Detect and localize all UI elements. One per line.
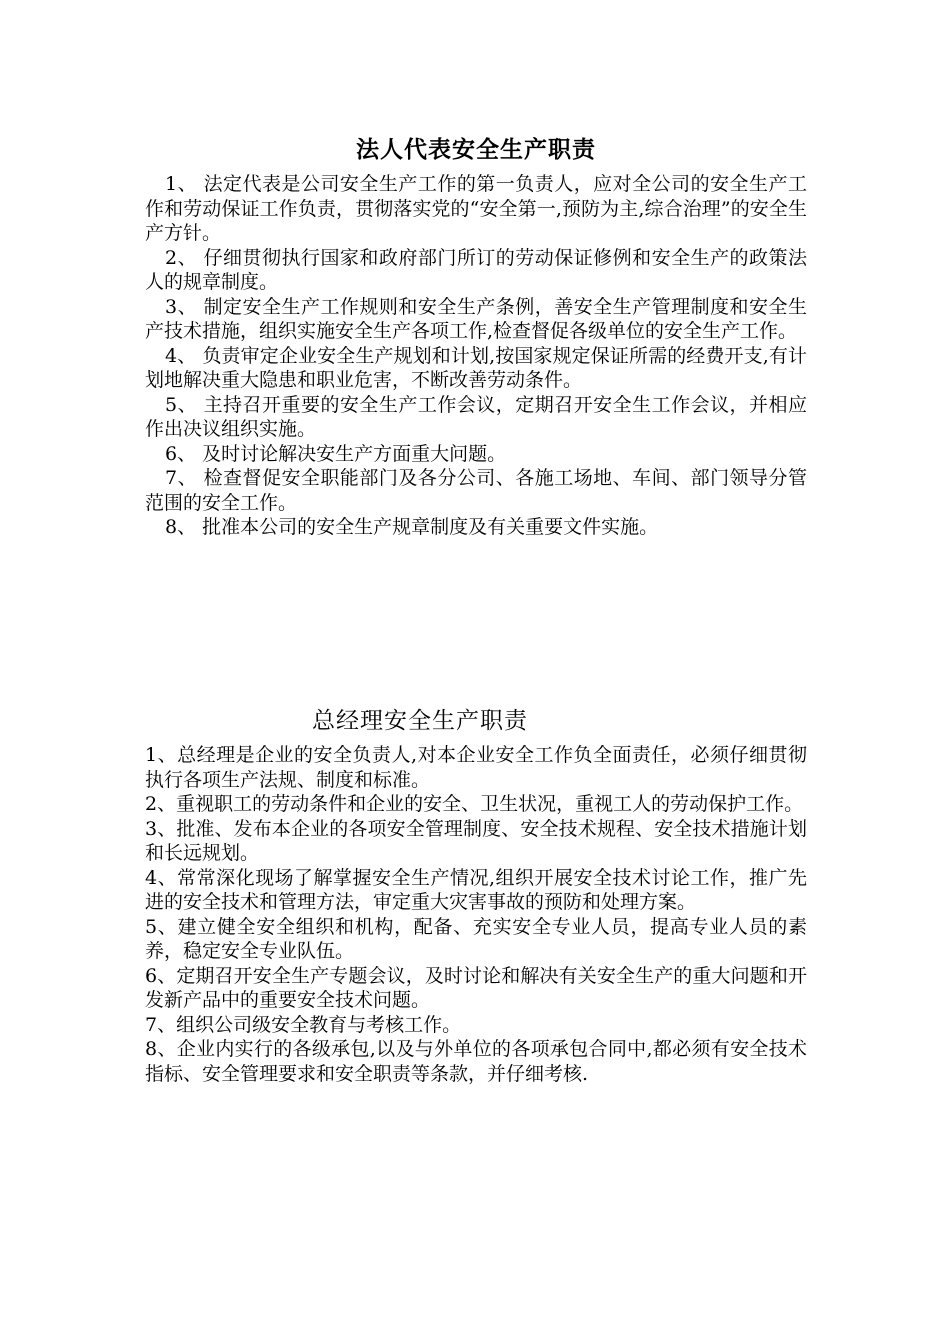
list-item: 3、批准、发布本企业的各项安全管理制度、安全技术规程、安全技术措施计划和长远规划。 — [145, 817, 807, 864]
list-item: 2、重视职工的劳动条件和企业的安全、卫生状况，重视工人的劳动保护工作。 — [145, 793, 804, 815]
section-title-legal-representative: 法人代表安全生产职责 — [356, 136, 596, 163]
list-item: 1、总经理是企业的安全负责人,对本企业安全工作负全面责任，必须仔细贯彻执行各项生产法规、制度和标准。 — [145, 744, 807, 791]
list-item: 7、 检查督促安全职能部门及各分公司、各施工场地、车间、部门领导分管范围的安全工作。 — [145, 467, 807, 514]
list-item: 5、 主持召开重要的安全生产工作会议，定期召开安全生工作会议，并相应作出决议组织实施。 — [145, 393, 807, 440]
list-item: 4、 负责审定企业安全生产规划和计划,按国家规定保证所需的经费开支,有计划地解决重大隐患和职业危害，不断改善劳动条件。 — [145, 344, 807, 391]
list-item: 8、企业内实行的各级承包,以及与外单位的各项承包合同中,都必须有安全技术指标、安全管理要求和安全职责等条款，并仔细考核. — [145, 1038, 807, 1085]
section-title-general-manager: 总经理安全生产职责 — [312, 708, 528, 734]
list-item: 2、 仔细贯彻执行国家和政府部门所订的劳动保证修例和安全生产的政策法人的规章制度。 — [145, 246, 807, 293]
list-item: 3、 制定安全生产工作规则和安全生产条例，善安全生产管理制度和安全生产技术措施，组织实施安全生产各项工作,检查督促各级单位的安全生产工作。 — [145, 295, 807, 342]
list-item: 1、 法定代表是公司安全生产工作的第一负责人，应对全公司的安全生产工作和劳动保证工作负责，贯彻落实党的“安全第一,预防为主,综合治理”的安全生产方针。 — [145, 173, 807, 244]
list-item: 7、组织公司级安全教育与考核工作。 — [145, 1013, 462, 1036]
general-manager-section — [145, 704, 807, 1086]
list-item: 8、 批准本公司的安全生产规章制度及有关重要文件实施。 — [165, 516, 659, 538]
list-item: 5、建立健全安全组织和机构，配备、充实安全专业人员，提高专业人员的素养，稳定安全专业队伍。 — [145, 915, 807, 962]
list-item: 4、常常深化现场了解掌握安全生产情况,组织开展安全技术讨论工作，推广先进的安全技术和管理方法，审定重大灾害事故的预防和处理方案。 — [145, 866, 807, 913]
list-item: 6、 及时讨论解决安生产方面重大问题。 — [165, 442, 507, 465]
list-item: 6、定期召开安全生产专题会议，及时讨论和解决有关安全生产的重大问题和开发新产品中的重要安全技术问题。 — [145, 964, 807, 1011]
legal-representative-section — [145, 133, 807, 540]
